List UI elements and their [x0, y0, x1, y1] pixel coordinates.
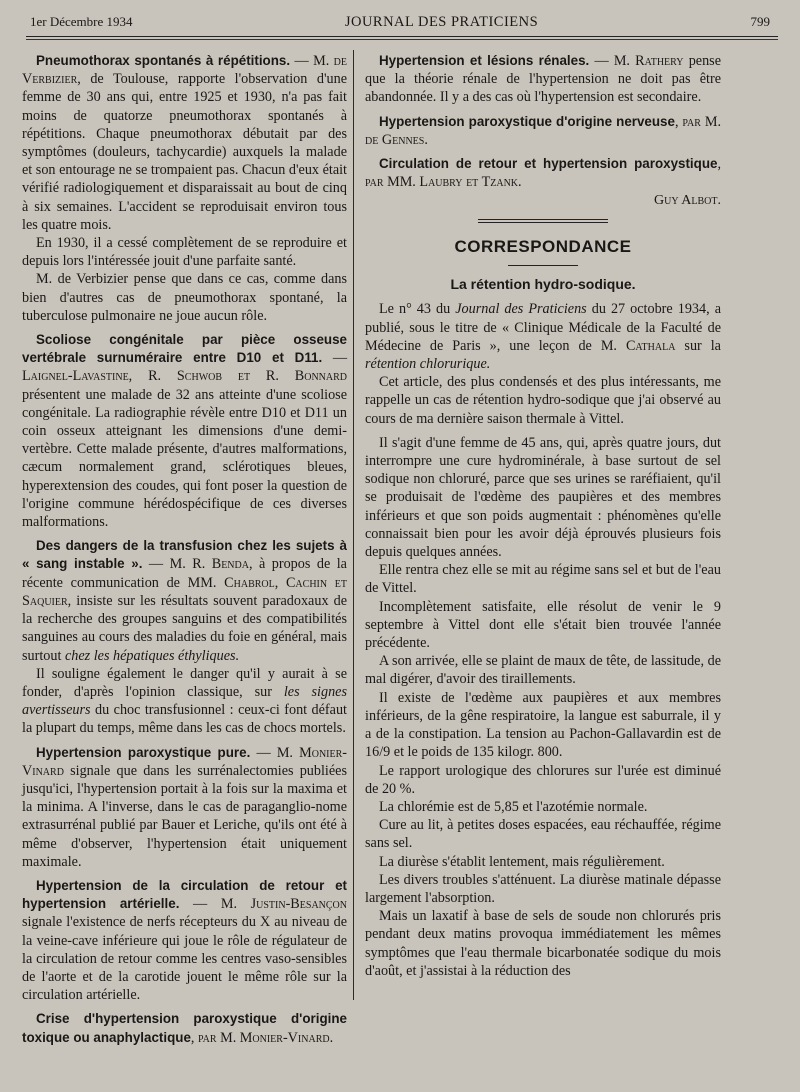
article-author: , par MM. Laubry et Tzank.	[365, 156, 721, 191]
article-scoliose: Scoliose congénitale par pièce osseuse vertébrale surnuméraire entre D10 et D11. — Laignel-Lavastine, R. Schwob et R. Bonnard présentent une malade de 32 ans atteinte d'une scoliose congénitale. La radiographie révèle entre D10 et D11 un coin osseux atteignant les dimensions d'une demi-vertèbre. Cette malade présente, d'autres malformations, cæcum normalement grand, sclérotiques bleues, hyperextension des coudes, qui font poser la question de l'origine commune hérédospécifique de ces diverses malformations.	[22, 332, 348, 531]
text-run: Le n° 43 du	[379, 301, 456, 318]
article-text: signale que dans les surrénalectomies publiées jusqu'ici, l'hypertension portait à la fois sur la maxima et la minima. A l'inverse, dans le cas de paraganglio-nome extrasurrénal publié par Bauer et Leriche, qu'ils ont été à même d'observer, l'hypertension était uniquement maximale.	[22, 762, 347, 870]
article-author: , par M. Monier-Vinard.	[190, 1029, 334, 1046]
separator-rule	[478, 222, 608, 223]
article-text: présentent une malade de 32 ans atteinte d'une scoliose congénitale. La radiographie révèle entre D10 et D11 un coin osseux atteignant les dimensions d'une demi-vertèbre. Cette malade présente, d'autres malformations, cæcum normalement grand, sclérotiques bleues, hyperextension des coudes, qui font poser la question de l'origine commune hérédospécifique de ces diverses malformations.	[22, 386, 347, 531]
text-run: du choc transfusionnel : ceux-ci font défaut la plupart du temps, même dans les cas de chocs mortels.	[22, 702, 347, 737]
article-transfusion: Des dangers de la transfusion chez les sujets à « sang instable ». — M. R. Benda, à propos de la récente communication de MM. Chabrol, Cachin et Saquier, insiste sur les résultats souvent paradoxaux de la recherche des groupes sanguins et des compatibilités sanguines au cours des maladies du foie en général, mais surtout chez les hépatiques éthyliques.	[22, 538, 348, 664]
article-title: Hypertension paroxystique pure.	[36, 744, 251, 760]
text-italic: les signes avertisseurs	[22, 683, 347, 719]
letter-paragraph: Le rapport urologique des chlorures sur l'urée est diminué de 20 %.	[365, 762, 721, 797]
letter-paragraph: Il existe de l'œdème aux paupières et aux membres inférieurs, de la gêne respiratoire, la langue est saburrale, il y a de la constipation. La tension au Pachon-Gallavardin est de 16/9 et le poids de 135 kilogr. 800.	[365, 689, 721, 761]
article-origine-nerveuse	[365, 113, 721, 149]
article-title: Hypertension de la circulation de retour et hypertension artérielle.	[22, 877, 347, 912]
article-author: Laignel-Lavastine, R. Schwob et R. Bonnard	[22, 368, 347, 385]
signature: Guy Albot.	[654, 193, 721, 209]
text-italic: rétention chlorurique.	[365, 356, 491, 373]
article-text: signale l'existence de nerfs récepteurs du X au niveau de la veine-cave inférieure qui joue le rôle de régulateur de la circulation de retour comme les centres vaso-sensibles de l'aorte et de la carotide jouent le même rôle sur la circulation artérielle.	[22, 914, 347, 1004]
header-date: 1er Décembre 1934	[30, 14, 133, 29]
paragraph	[22, 665, 347, 738]
article-text: , de Toulouse, rapporte l'observation d'une femme de 30 ans qui, entre 1925 et 1930, n'a pas fait moins de quatorze pneumothorax spontanés à répétitions. Chaque pneumothorax débutait par des symptômes (douleurs, tachycardie) auxquels la malade et son entourage ne se trompaient pas. Chacun d'eux était vérifié radiologiquement et disparaissait au bout de cinq à six semaines. L'accident se reproduisait environ tous les quatre mois.	[22, 71, 347, 233]
text-run: du 27 octobre 1934, a publié, sous le titre de « Clinique Médicale de la Faculté de Médecine de Paris », une leçon de M.	[365, 301, 721, 354]
letter-paragraph: A son arrivée, elle se plaint de maux de tête, de lassitude, de mal digérer, d'avoir des tiraillements.	[365, 653, 721, 688]
article-title: Des dangers de la transfusion chez les sujets à « sang instable ».	[22, 538, 347, 572]
article-title: Hypertension et lésions rénales.	[379, 53, 590, 68]
article-circulation-retour: Hypertension de la circulation de retour et hypertension artérielle. — M. Justin-Besançon signale l'existence de nerfs récepteurs du X au niveau de la veine-cave inférieure qui joue le rôle de régulateur de la circulation de retour comme les centres vaso-sensibles de l'aorte et de la carotide jouent le même rôle sur la circulation artérielle.	[22, 877, 347, 1004]
text-author: Cathala	[625, 337, 676, 354]
article-author: Chabrol, Cachin et Saquier	[22, 574, 348, 609]
header-rule	[26, 36, 778, 37]
article-author: , par M. de Gennes.	[365, 113, 721, 148]
letter-paragraph: Elle rentra chez elle se mit au régime sans sel et but de l'eau de Vittel.	[365, 562, 721, 597]
journal-title: JOURNAL DES PRATICIENS	[344, 14, 539, 30]
article-crise	[22, 1010, 347, 1046]
article-author: M. Rathery	[613, 53, 684, 69]
paragraph: En 1930, il a cessé complètement de se reproduire et depuis lors l'intéressée jouit d'une parfaite santé.	[22, 235, 347, 270]
page-header	[30, 14, 770, 42]
text-italic: Journal des Praticiens	[455, 301, 587, 318]
article-title: Crise d'hypertension paroxystique d'origine toxique ou anaphylactique	[22, 1011, 347, 1045]
article-text: , à propos de la récente communication de MM.	[22, 556, 347, 591]
letter-paragraph: Les divers troubles s'atténuent. La diurèse matinale dépasse largement l'absorption.	[365, 871, 721, 906]
paragraph: M. de Verbizier pense que dans ce cas, comme dans bien d'autres cas de pneumothorax spontané, la tuberculose pulmonaire ne joue aucun rôle.	[22, 271, 347, 324]
article-title: Scoliose congénitale par pièce osseuse vertébrale surnuméraire entre D10 et D11.	[22, 332, 347, 366]
text-run: Il souligne également le danger qu'il y aurait à se fonder, d'après l'opinion classique, sur	[22, 665, 347, 700]
article-circulation-paroxystique	[365, 155, 721, 191]
article-lesions-renales: Hypertension et lésions rénales. — M. Rathery pense que la théorie rénale de l'hypertension ne doit pas être abandonnée. Il y a des cas où l'hypertension est secondaire.	[365, 53, 721, 106]
left-column	[22, 52, 347, 1047]
letter-paragraph: Incomplètement satisfaite, elle résolut de venir le 9 septembre à Vittel dont elle s'était bien trouvée l'année précédente.	[365, 598, 721, 652]
letter-paragraph: Cet article, des plus condensés et des plus intéressants, me rappelle un cas de rétention hydro-sodique que j'ai observé au cours de ma dernière saison thermale à Vittel.	[365, 374, 721, 427]
article-italic: chez les hépatiques éthyliques.	[64, 647, 240, 664]
article-text: , insiste sur les résultats souvent paradoxaux de la recherche des groupes sanguins et des compatibilités sanguines au cours des maladies du foie en général, mais surtout	[22, 592, 347, 664]
letter-paragraph: Il s'agit d'une femme de 45 ans, qui, après quatre jours, dut interrompre une cure hydrominérale, à base surtout de sel sodique non chloruré, parce que ses urines se raréfiaient, qu'il se produisait de l'œdème des paupières et des membres inférieurs et que son poids augmentait : phénomènes qu'elle connaissait bien pour les avoir déjà éprouvés plusieurs fois depuis quelques années.	[365, 434, 721, 561]
letter-paragraph: Cure au lit, à petites doses espacées, eau réchauffée, régime sans sel.	[365, 817, 721, 852]
letter-paragraph: Mais un laxatif à base de sels de soude non chlorurés pris pendant deux matins provoqua immédiatement les mêmes symptômes que l'eau thermale bicarbonatée sodique du mois d'août, et j'assistai à la réduction des	[365, 908, 721, 979]
column-divider	[353, 50, 354, 1000]
letter-paragraph: La diurèse s'établit lentement, mais régulièrement.	[379, 853, 665, 870]
article-author: M. Monier-Vinard	[22, 744, 348, 779]
letter-paragraph	[365, 300, 721, 373]
article-author: M. de Verbizier	[22, 53, 348, 88]
article-author: M. Justin-Besançon	[220, 896, 347, 913]
article-pneumothorax: Pneumothorax spontanés à répétitions. — M. de Verbizier, de Toulouse, rapporte l'observation d'une femme de 30 ans qui, entre 1925 et 1930, n'a pas fait moins de quatorze pneumothorax spontanés à répétitions. Chaque pneumothorax débutait par des symptômes (douleurs, tachycardie) auxquels la malade et son entourage ne se trompaient pas. Chacun d'eux était vérifié radiologiquement et disparaissait au bout de cinq à six semaines. L'accident se reproduisait environ tous les quatre mois.	[22, 53, 348, 233]
article-text: pense que la théorie rénale de l'hypertension ne doit pas être abandonnée. Il y a des cas où l'hypertension est secondaire.	[365, 53, 721, 106]
page-number: 799	[750, 14, 770, 29]
article-hypertension-pure: Hypertension paroxystique pure. — M. Monier-Vinard signale que dans les surrénalectomies publiées jusqu'ici, l'hypertension portait à la fois sur la maxima et la minima. A l'inverse, dans le cas de paraganglio-nome extrasurrénal publié par Bauer et Leriche, qu'ils ont été à même d'observer, l'hypertension était uniquement maximale.	[22, 744, 348, 870]
article-title: Hypertension paroxystique d'origine nerveuse	[379, 113, 675, 129]
right-column	[365, 52, 721, 980]
section-title: CORRESPONDANCE	[454, 237, 632, 257]
article-subtitle: La rétention hydro-sodique.	[450, 276, 636, 293]
letter-paragraph: La chlorémie est de 5,85 et l'azotémie normale.	[379, 798, 648, 815]
article-author: M. R. Benda	[169, 556, 249, 573]
separator-rule	[478, 219, 608, 220]
section-underline	[508, 265, 578, 266]
text-run: sur la	[675, 337, 721, 354]
article-title: Circulation de retour et hypertension paroxystique	[379, 156, 718, 172]
header-rule-thin	[26, 39, 778, 40]
article-title: Pneumothorax spontanés à répétitions.	[36, 53, 291, 68]
